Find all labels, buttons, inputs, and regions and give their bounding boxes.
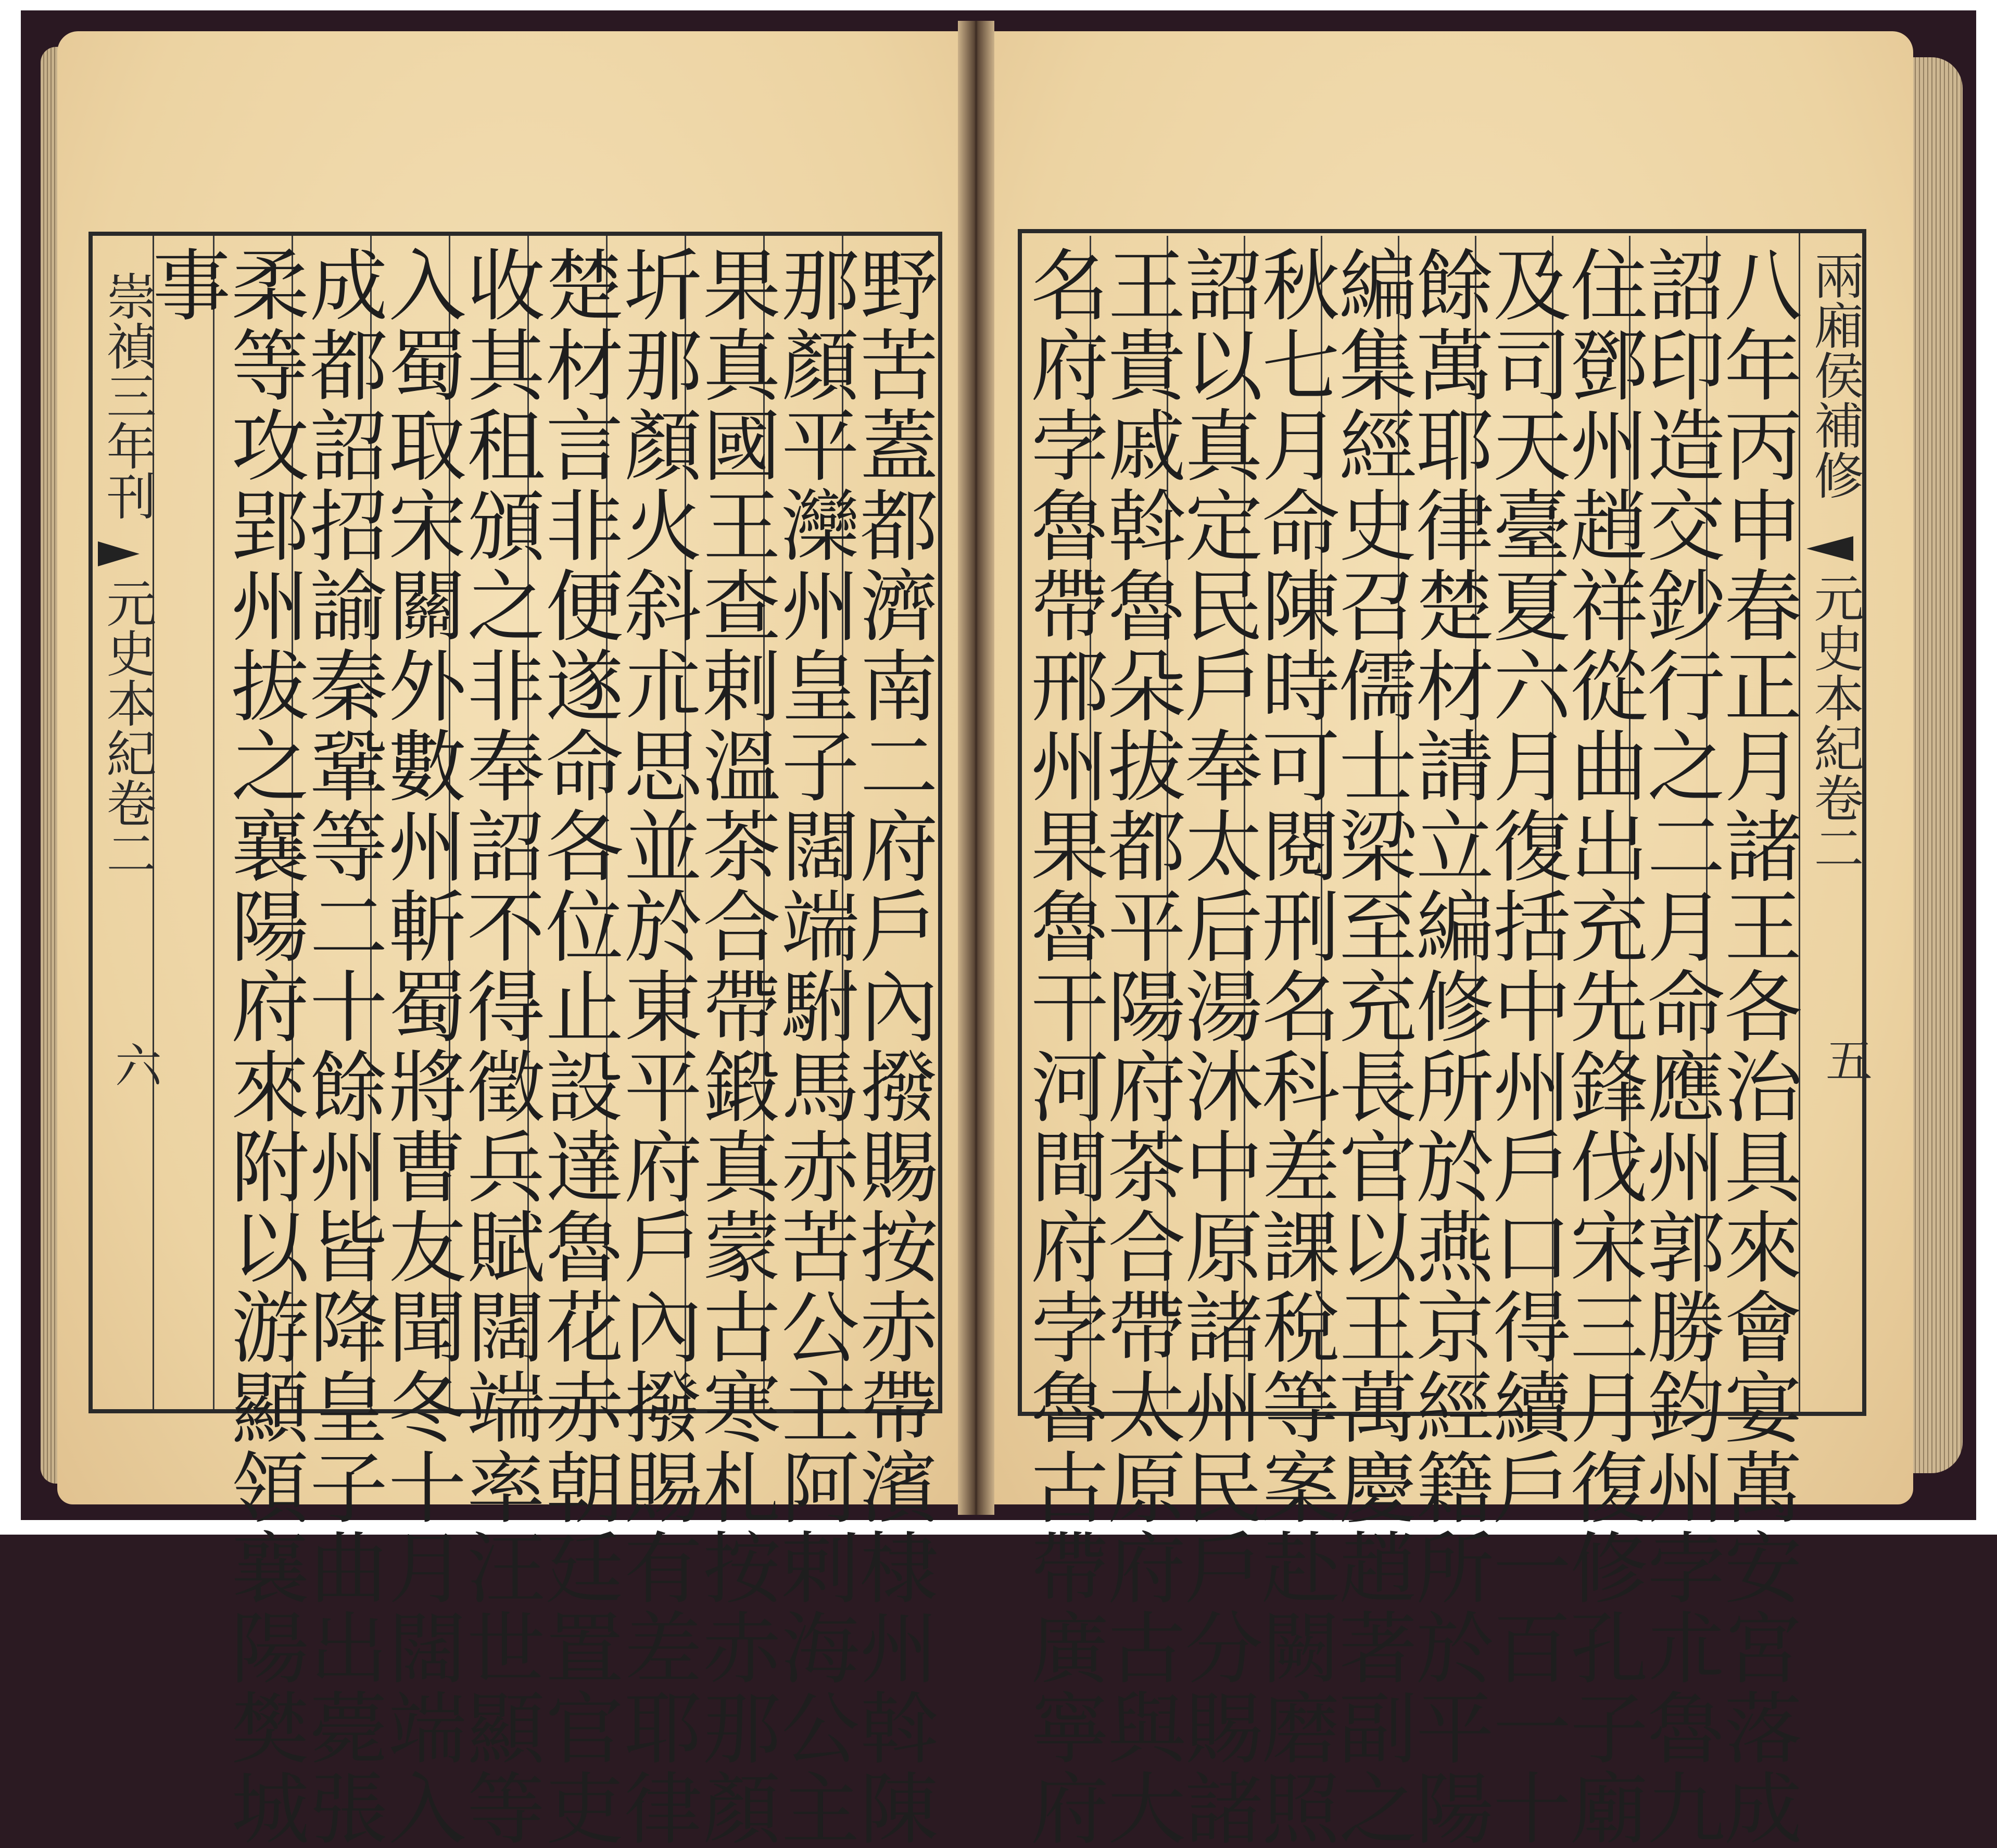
right_page-text-column: 八年丙申春正月諸王各治具來會宴萬安宮落成 [1711,245,1801,1848]
left_page-text-column: 成都詔招諭秦鞏等二十餘州皆降皇子曲出薨張 [296,245,387,1848]
left_page-text-column: 事 [139,245,230,325]
right_page-text-column: 住鄧州趙祥從曲出充先鋒伐宋三月復修孔子廟 [1557,245,1647,1848]
right_page-text-column: 秋七月命陳時可閱刑名科差課稅等案赴闕磨照 [1248,245,1339,1848]
right-fish-tail-mark [1806,536,1853,561]
left_page-text-column: 那顏平灤州皇子闊端駙馬赤苦公主阿剌海公主 [768,245,858,1848]
left_page-column-rule [213,236,214,1409]
left_page-text-column: 圻那顏火斜朮思並於東平府戶內撥賜有差耶律 [611,245,701,1848]
right_page-text-column: 詔以真定民戶奉太后湯沐中原諸州民戶分賜諸 [1171,245,1262,1848]
right_page-text-column: 王貴戚斡魯朵拔都平陽府茶合帶太原府古與大 [1094,245,1185,1848]
right-banxin-folio: 五 [1817,1036,1872,1083]
left_page-text-column: 野苦蓋都濟南二府戶內撥賜按赤帶濱棣州斡陳 [846,245,937,1848]
left-banxin-caption: 崇禎三年刊 [98,271,157,521]
right_page-text-column: 編集經史召儒士梁至充長官以王萬慶趙著副之 [1325,245,1416,1848]
left-banxin-folio: 六 [107,1041,161,1088]
right-banxin-title: 元史本紀卷二 [1806,573,1864,872]
left_page-text-column: 果真國王查剌溫茶合帶鍛真蒙古寒札按赤那顏 [689,245,780,1848]
book-gutter [958,21,994,1515]
left-banxin-title: 元史本紀卷二 [98,578,157,878]
left_page-text-column: 入蜀取宋關外數州斬蜀將曹友聞冬十月闊端入 [375,245,465,1848]
right_page-text-column: 詔印造交鈔行之二月命應州郭勝鈞州孛朮魯九 [1634,245,1724,1848]
right_page-text-column: 餘萬耶律楚材請立編修所於燕京經籍所於平陽 [1402,245,1493,1848]
left_page-text-column: 收其租頒之非奉詔不得徵兵賦闊端率汪世顯等 [453,245,544,1848]
right-banxin-caption: 兩廂侯補修 [1806,250,1864,500]
left_page-text-column: 楚材言非便遂命各位止設達魯花赤朝廷置官吏 [532,245,623,1848]
right_page-text-column: 及司天臺夏六月復括中州戶口得續戶一百一十 [1480,245,1570,1848]
left-fish-tail-mark [98,541,140,566]
right_page-text-column: 名府孛魯帶邢州果魯干河間府孛魯古帶廣寧府 [1017,245,1108,1848]
left_page-text-column: 柔等攻郢州拔之襄陽府來附以游顯領襄陽樊城 [218,245,308,1848]
